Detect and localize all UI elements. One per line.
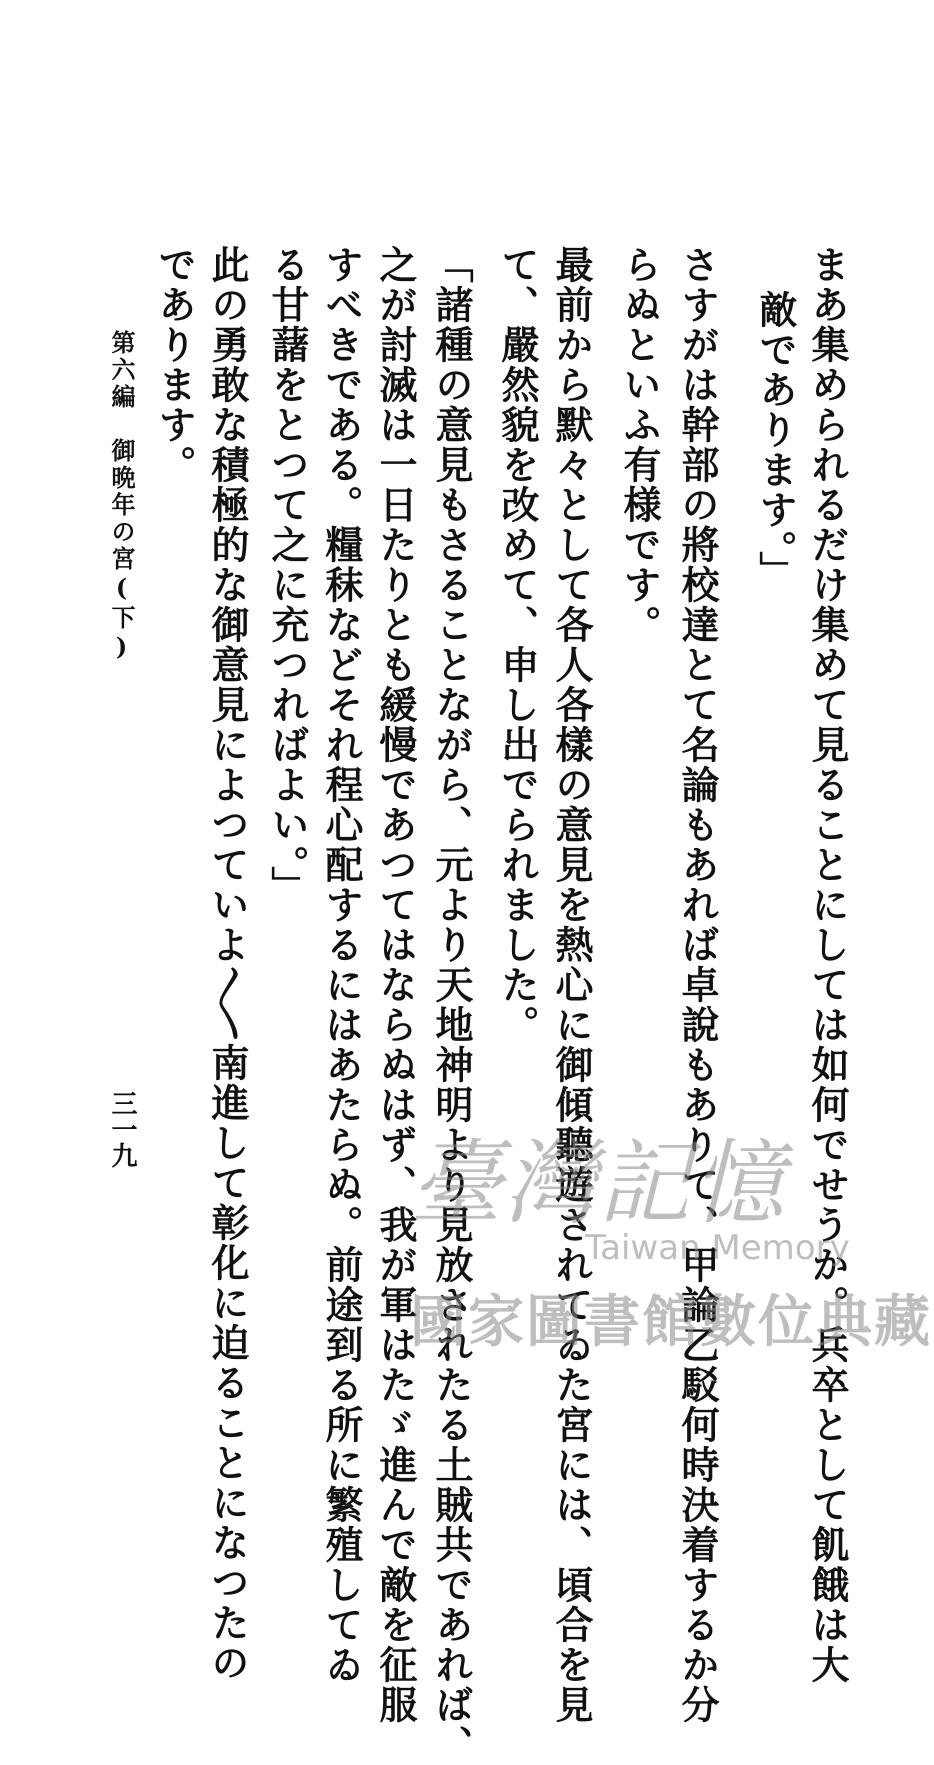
body-column-4: らぬといふ有様です。 bbox=[617, 245, 662, 645]
body-column-9: すべきである。糧秣などそれ程心配するにはあたらぬ。前途到る所に繁殖してゐ bbox=[319, 245, 364, 1685]
body-column-12: であります。 bbox=[152, 245, 197, 485]
body-column-3: さすがは幹部の將校達とて名論もあれば卓說もありて、甲論乙駁何時決着するか分 bbox=[675, 245, 720, 1725]
watermark-english: Taiwan Memory bbox=[585, 1228, 850, 1268]
watermark-logo-text: 臺灣記憶 bbox=[410, 1130, 787, 1237]
page-number: 三一九 bbox=[107, 1090, 137, 1168]
body-column-5: 最前から默々として各人各樣の意見を熱心に御傾聽遊されてゐた宮には、頃合を見 bbox=[549, 245, 594, 1725]
running-head: 第六編 御晩年の宮(下) bbox=[107, 330, 136, 664]
body-column-10: る甘藷をとつて之に充つればよい。」 bbox=[265, 245, 310, 906]
body-column-2: 敵であります。」 bbox=[753, 290, 798, 591]
body-column-6: て、嚴然貌を改めて、申し出でられました。 bbox=[495, 245, 540, 1045]
watermark-subtitle: 國家圖書館數位典藏 bbox=[410, 1290, 932, 1355]
body-column-8: 之が討滅は一日たりとも緩慢であつてはならぬはず、我が軍はたゞ進んで敵を征服 bbox=[373, 245, 418, 1725]
body-column-1: まあ集められるだけ集めて見ることにしては如何でせうか。兵卒として飢餓は大 bbox=[805, 245, 850, 1685]
body-column-7: 「諸種の意見もさることながら、元より天地神明より見放されたる土賊共であれば、 bbox=[429, 245, 474, 1765]
body-column-11: 此の勇敢な積極的な御意見によつていよ〳〵南進して彰化に迫ることになつたの bbox=[205, 245, 250, 1683]
